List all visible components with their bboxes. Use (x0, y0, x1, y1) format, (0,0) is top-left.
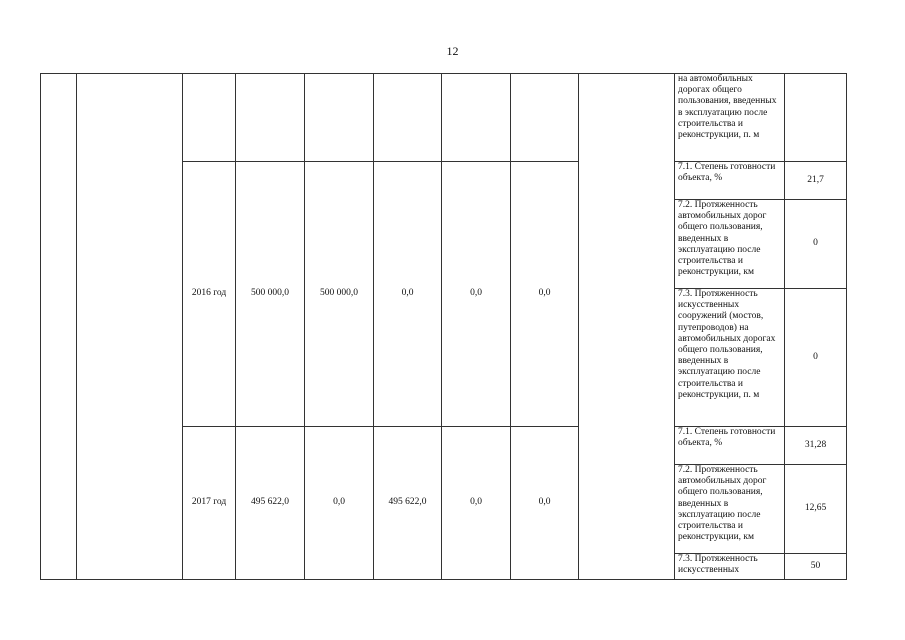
other-cell: 0,0 (511, 162, 579, 427)
program-table (40, 73, 847, 580)
indicator-value-cell (785, 74, 847, 162)
indicator-value-cell: 31,28 (785, 427, 847, 465)
regional-cell: 495 622,0 (374, 427, 442, 580)
indicator-cell: на автомобильных дорогах общего пользования, введенных в эксплуатацию после строительства и реконструкции, п. м (675, 74, 785, 162)
carryover-row (41, 74, 847, 162)
other-cell: 0,0 (511, 427, 579, 580)
indicator-value-cell: 0 (785, 289, 847, 427)
indicator-cell: 7.1. Степень готовности объекта, % (675, 427, 785, 465)
indicator-cell: 7.3. Протяженность искусственных сооружений (мостов, путепроводов) на автомобильных дорогах общего пользования, введенных в эксплуатацию после строительства и реконструкции, п. м (675, 289, 785, 427)
indicator-value-cell: 21,7 (785, 162, 847, 200)
year-cell: 2016 год (183, 162, 236, 427)
total-cell: 500 000,0 (236, 162, 305, 427)
federal-cell: 500 000,0 (305, 162, 374, 427)
indicator-cell: 7.1. Степень готовности объекта, % (675, 162, 785, 200)
cell-name (77, 74, 183, 580)
local-cell: 0,0 (442, 162, 511, 427)
regional-cell: 0,0 (374, 162, 442, 427)
indicator-value-cell: 12,65 (785, 465, 847, 554)
cell-federal-empty (305, 74, 374, 162)
cell-total-empty (236, 74, 305, 162)
federal-cell: 0,0 (305, 427, 374, 580)
cell-year-empty (183, 74, 236, 162)
local-cell: 0,0 (442, 427, 511, 580)
cell-number (41, 74, 77, 580)
indicator-cell: 7.3. Протяженность искусственных (675, 554, 785, 580)
cell-result (579, 74, 675, 580)
cell-local-empty (442, 74, 511, 162)
indicator-cell: 7.2. Протяженность автомобильных дорог общего пользования, введенных в эксплуатацию после строительства и реконструкции, км (675, 465, 785, 554)
cell-other-empty (511, 74, 579, 162)
cell-regional-empty (374, 74, 442, 162)
year-cell: 2017 год (183, 427, 236, 580)
indicator-value-cell: 0 (785, 200, 847, 289)
page-number: 12 (446, 44, 459, 58)
indicator-cell: 7.2. Протяженность автомобильных дорог общего пользования, введенных в эксплуатацию после строительства и реконструкции, км (675, 200, 785, 289)
total-cell: 495 622,0 (236, 427, 305, 580)
indicator-value-cell: 50 (785, 554, 847, 580)
